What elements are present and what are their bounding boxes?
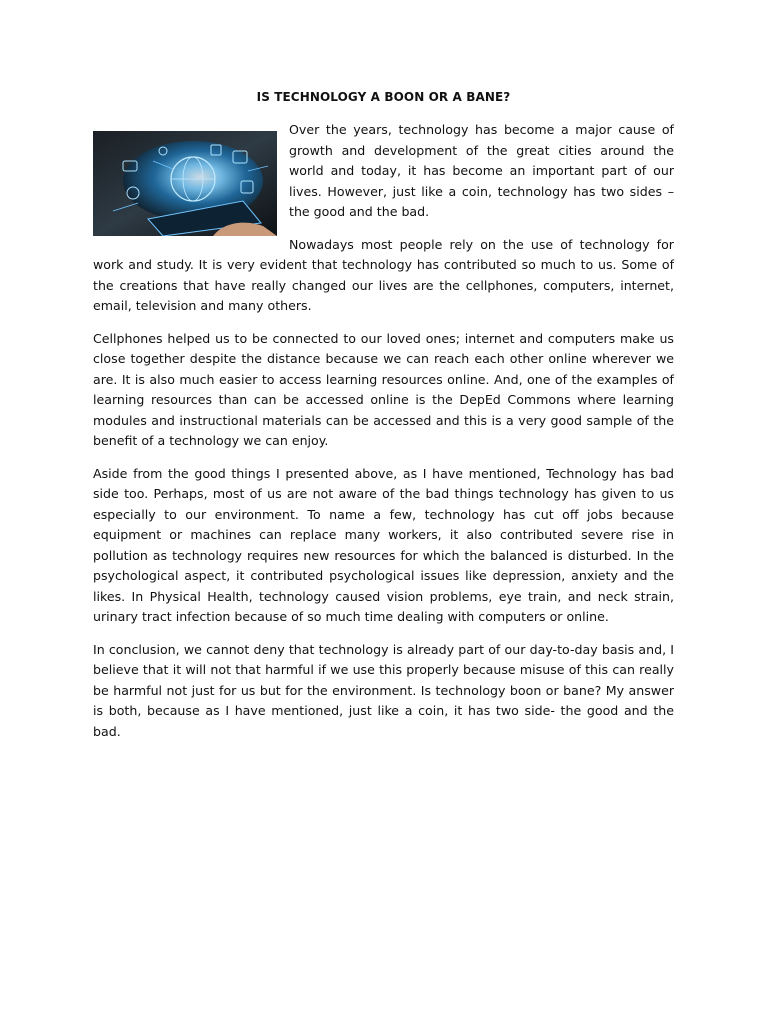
paragraph-4: Aside from the good things I presented above, as I have mentioned, Technology has bad side too. Perhaps, most of us are not aware of the bad things technology has given to us especially to our environment. To name a few, technology has cut off jobs because equipment or machines can replace many workers, it also contributed severe rise in pollution as technology requires new resources for which the balanced is disturbed. In the psychological aspect, it contributed psychological issues like depression, anxiety and the likes. In Physical Health, technology caused vision problems, eye train, and neck strain, urinary tract infection because of so much time dealing with computers or online. (93, 465, 674, 624)
document-title: IS TECHNOLOGY A BOON OR A BANE? (256, 90, 511, 104)
paragraph-5: In conclusion, we cannot deny that technology is already part of our day-to-day basis and, I believe that it will not that harmful if we use this properly because misuse of this can really be harmful not just for us but for the environment. Is technology boon or bane? My answer is both, because as I have mentioned, just like a coin, it has two side- the good and the bad. (93, 641, 674, 739)
document-page (93, 88, 674, 754)
paragraph-2: Nowadays most people rely on the use of technology for work and study. It is very evident that technology has contributed so much to us. Some of the creations that have really changed our lives are the cellphones, computers, internet, email, television and many others. (93, 236, 674, 313)
technology-hand-tablet-icon (93, 131, 277, 236)
technology-image (93, 131, 277, 236)
paragraph-3: Cellphones helped us to be connected to our loved ones; internet and computers make us close together despite the distance because we can reach each other online wherever we are. It is also much easier to access learning resources online. And, one of the examples of learning resources than can be accessed online is the DepEd Commons where learning modules and instructional materials can be accessed and this is a very good sample of the benefit of a technology we can enjoy. (93, 330, 674, 448)
paragraph-1: Over the years, technology has become a major cause of growth and development of the great cities around the world and today, it has become an important part of our lives. However, just like a coin, technology has two sides – the good and the bad. (289, 122, 674, 219)
